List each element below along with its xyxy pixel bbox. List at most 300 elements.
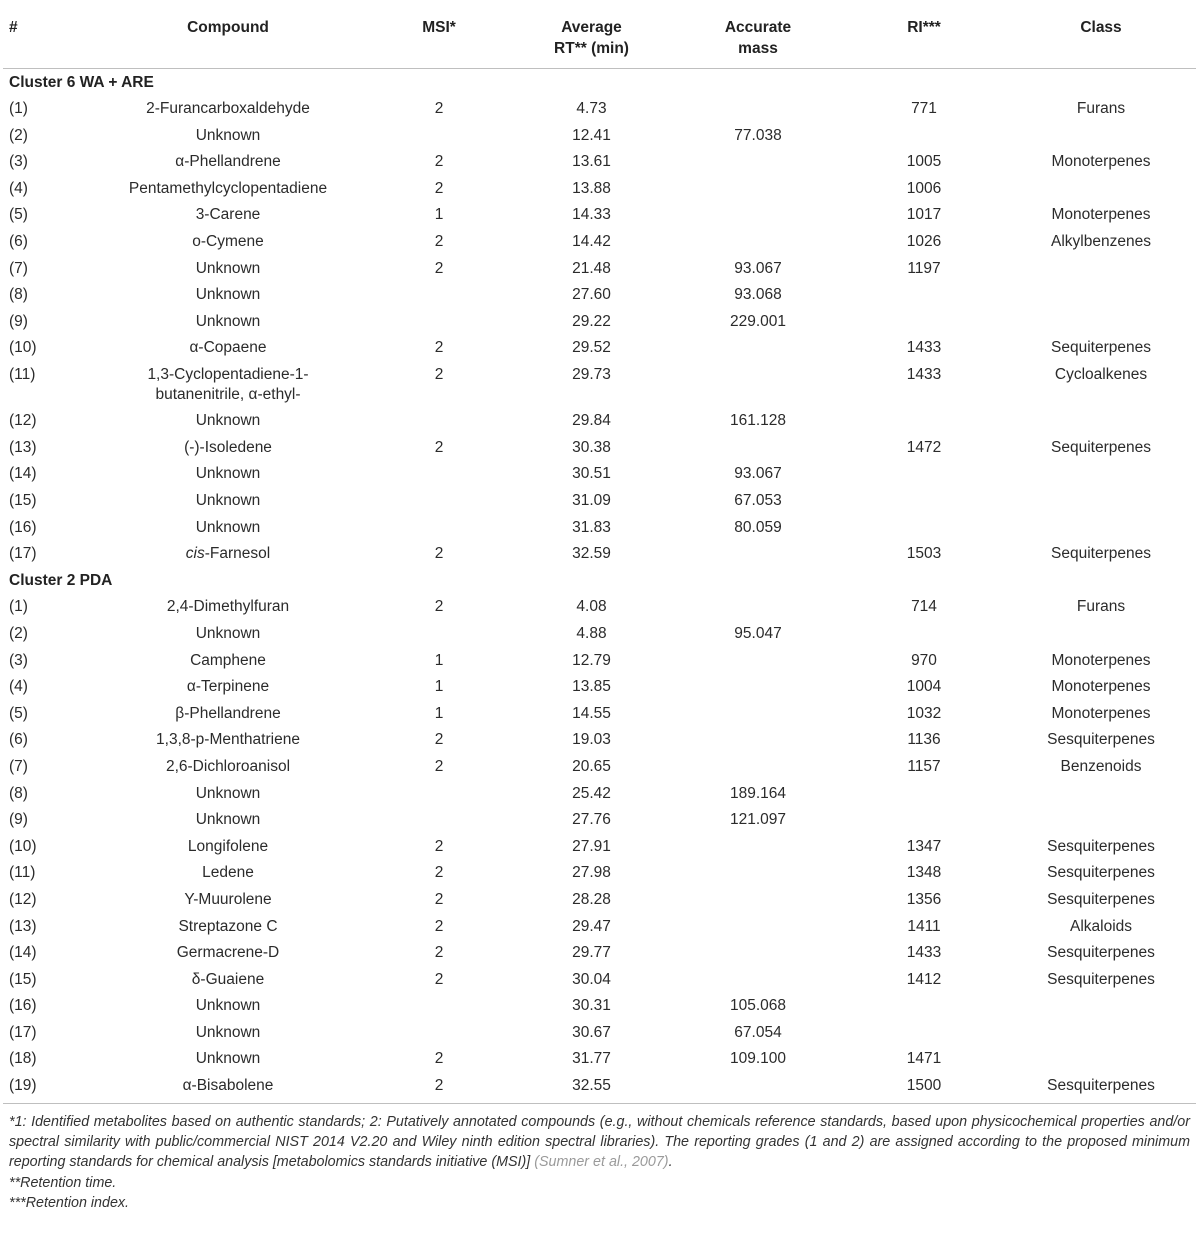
rt-value: 14.55	[572, 704, 611, 722]
header-ri: RI***	[842, 0, 1006, 69]
table-header	[3, 0, 1196, 69]
class-value	[1006, 993, 1196, 1020]
rt-value: 29.73	[572, 366, 611, 384]
row-id: (7)	[9, 259, 28, 277]
table-row	[3, 202, 1196, 229]
mass-value	[674, 833, 842, 860]
mass-value	[674, 362, 842, 408]
msi-value	[369, 308, 509, 335]
row-id: (9)	[9, 312, 28, 330]
mass-value	[674, 335, 842, 362]
class-value: Monoterpenes	[1051, 704, 1151, 722]
compound-name: 1,3-Cyclopentadiene-1-butanenitrile, α-ethyl-	[147, 366, 309, 403]
row-id: (12)	[9, 412, 37, 430]
class-value	[1006, 807, 1196, 834]
ri-value	[842, 461, 1006, 488]
mass-value	[674, 96, 842, 123]
msi-value: 2	[434, 438, 444, 456]
cluster-heading	[3, 69, 1196, 96]
msi-value: 2	[434, 970, 444, 988]
header-msi: MSI*	[369, 0, 509, 69]
table-row	[3, 362, 1196, 408]
row-id: (12)	[9, 890, 37, 908]
rt-value: 31.09	[572, 492, 611, 509]
class-value	[1006, 514, 1196, 541]
ri-value	[842, 282, 1006, 309]
table-row	[3, 1019, 1196, 1046]
header-rt: Average RT** (min)	[509, 0, 674, 69]
compound-name: Unknown	[195, 126, 261, 144]
mass-value	[674, 149, 842, 176]
mass-value: 77.038	[734, 126, 782, 144]
class-value	[1006, 780, 1196, 807]
row-id: (15)	[9, 492, 37, 509]
table-row	[3, 488, 1196, 515]
class-value: Sequiterpenes	[1051, 339, 1151, 357]
ri-value: 771	[911, 100, 937, 118]
msi-value: 2	[434, 757, 444, 775]
ri-value: 1411	[907, 917, 941, 935]
compound-name: Unknown	[195, 518, 261, 536]
table-row	[3, 940, 1196, 967]
class-value	[1006, 175, 1196, 202]
table-row	[3, 913, 1196, 940]
header-id: #	[3, 0, 87, 69]
ri-value	[842, 488, 1006, 515]
table-row	[3, 594, 1196, 621]
rt-value: 32.59	[572, 545, 611, 563]
ri-value	[842, 308, 1006, 335]
mass-value	[674, 1073, 842, 1103]
ri-value: 1500	[906, 1077, 942, 1095]
class-value	[1006, 408, 1196, 435]
ri-value	[842, 780, 1006, 807]
msi-value: 2	[434, 1077, 444, 1095]
rt-value: 32.55	[572, 1077, 611, 1095]
msi-value: 2	[434, 259, 444, 277]
compound-rest: -Farnesol	[204, 545, 271, 563]
class-value: Furans	[1076, 598, 1126, 616]
compound-name: 1,3,8-p-Menthatriene	[156, 731, 300, 749]
rt-value: 20.65	[572, 757, 611, 775]
mass-value	[674, 175, 842, 202]
mass-value	[674, 860, 842, 887]
row-id: (6)	[9, 233, 28, 251]
msi-value	[369, 488, 509, 515]
row-id: (3)	[9, 153, 28, 171]
mass-value: 109.100	[729, 1050, 787, 1068]
ri-value: 714	[911, 598, 937, 616]
mass-value	[674, 940, 842, 967]
table-row	[3, 308, 1196, 335]
row-id: (2)	[9, 624, 28, 642]
class-value: Sesquiterpenes	[1047, 864, 1155, 882]
mass-value: 93.068	[734, 286, 782, 304]
mass-value: 67.053	[734, 492, 782, 509]
compound-name: Unknown	[195, 624, 261, 642]
rt-value: 21.48	[572, 259, 611, 277]
row-id: (11)	[9, 864, 36, 882]
msi-value: 2	[434, 545, 444, 563]
table-row	[3, 461, 1196, 488]
table-row	[3, 335, 1196, 362]
class-value	[1006, 1019, 1196, 1046]
class-value: Alkaloids	[1069, 917, 1133, 935]
compound-name: 2-Furancarboxaldehyde	[146, 100, 310, 118]
msi-value: 2	[434, 890, 444, 908]
row-id: (10)	[9, 837, 37, 855]
msi-value: 1	[434, 206, 444, 224]
table-row	[3, 541, 1196, 568]
compound-name: 2,6-Dichloroanisol	[165, 757, 291, 775]
compound-name: Germacrene-D	[176, 944, 280, 962]
compound-name: δ-Guaiene	[191, 970, 265, 988]
row-id: (14)	[9, 465, 37, 483]
rt-value: 4.08	[576, 598, 607, 616]
mass-value: 161.128	[729, 412, 787, 430]
msi-value: 2	[434, 1050, 444, 1068]
compound-name: α-Bisabolene	[182, 1077, 274, 1095]
footnote-msi: *1: Identified metabolites based on authentic standards; 2: Putatively annotated compounds (e.g., without chemicals reference standards, based upon physicochemical properties and/or spectral similarity with public/commercial NIST 2014 V2.20 and Wiley ninth edition spectral libraries). The reporting grades (1 and 2) are assigned according to the proposed minimum reporting standards for chemical analysis [metabolomics standards initiative (MSI)] (Sumner et al., 2007).	[9, 1113, 1190, 1171]
compound-name: α-Copaene	[189, 339, 267, 357]
msi-value	[369, 514, 509, 541]
class-value	[1006, 1046, 1196, 1073]
class-value	[1006, 255, 1196, 282]
cluster-title: Cluster 2 PDA	[9, 571, 113, 589]
msi-value: 1	[434, 704, 444, 722]
ri-value: 1017	[906, 206, 942, 224]
cluster-title: Cluster 6 WA + ARE	[9, 73, 154, 91]
mass-value	[674, 647, 842, 674]
class-value: Monoterpenes	[1051, 678, 1151, 696]
row-id: (19)	[9, 1077, 37, 1095]
rt-value: 31.83	[572, 518, 611, 536]
rt-value: 13.85	[572, 678, 611, 696]
msi-value: 2	[434, 100, 444, 118]
msi-value	[369, 993, 509, 1020]
table-row	[3, 860, 1196, 887]
msi-value	[369, 461, 509, 488]
row-id: (13)	[9, 917, 37, 935]
table-row	[3, 149, 1196, 176]
rt-value: 31.77	[572, 1050, 611, 1068]
mass-value: 93.067	[734, 259, 782, 277]
compound-name: Unknown	[195, 286, 261, 304]
table-body	[3, 69, 1196, 1103]
row-id: (3)	[9, 651, 28, 669]
ri-value	[842, 514, 1006, 541]
header-class: Class	[1006, 0, 1196, 69]
row-id: (14)	[9, 944, 37, 962]
rt-value: 13.61	[572, 153, 611, 171]
compound-name: Unknown	[195, 1023, 261, 1041]
ri-value: 1197	[907, 259, 941, 277]
rt-value: 27.98	[572, 864, 611, 882]
class-value	[1006, 620, 1196, 647]
row-id: (10)	[9, 339, 37, 357]
table-row	[3, 434, 1196, 461]
mass-value	[674, 966, 842, 993]
footnote-rt: **Retention time.	[9, 1174, 117, 1191]
row-id: (7)	[9, 757, 28, 775]
citation-link[interactable]: (Sumner et al., 2007)	[534, 1154, 669, 1171]
cluster-heading	[3, 567, 1196, 594]
table-row	[3, 700, 1196, 727]
row-id: (9)	[9, 811, 28, 829]
compound-name: Streptazone C	[178, 917, 278, 935]
compound-name: Unknown	[195, 997, 261, 1015]
class-value: Sesquiterpenes	[1047, 890, 1155, 908]
row-id: (17)	[9, 545, 37, 563]
msi-value	[369, 620, 509, 647]
mass-value: 229.001	[729, 312, 787, 330]
msi-value	[369, 282, 509, 309]
mass-value: 95.047	[734, 624, 782, 642]
compound-name: 2,4-Dimethylfuran	[166, 598, 290, 616]
rt-value: 30.38	[572, 438, 611, 456]
mass-value	[674, 700, 842, 727]
ri-value	[842, 807, 1006, 834]
ri-value: 1471	[906, 1050, 942, 1068]
compound-table	[3, 0, 1196, 1103]
row-id: (8)	[9, 286, 28, 304]
mass-value	[674, 594, 842, 621]
msi-value	[369, 807, 509, 834]
msi-value: 2	[434, 179, 444, 197]
compound-name: Longifolene	[187, 837, 269, 855]
rt-value: 14.33	[572, 206, 611, 224]
mass-value	[674, 541, 842, 568]
class-value: Monoterpenes	[1051, 153, 1151, 171]
table-row	[3, 514, 1196, 541]
ri-value: 1356	[906, 890, 942, 908]
rt-value: 29.22	[572, 312, 611, 330]
compound-name: Unknown	[195, 492, 261, 509]
table-row	[3, 807, 1196, 834]
table-row	[3, 175, 1196, 202]
class-value: Sesquiterpenes	[1047, 837, 1155, 855]
class-value: Monoterpenes	[1051, 206, 1151, 224]
msi-value: 1	[434, 651, 444, 669]
mass-value: 105.068	[729, 997, 787, 1015]
ri-value: 1348	[906, 864, 942, 882]
row-id: (15)	[9, 970, 37, 988]
table-row	[3, 993, 1196, 1020]
compound-name: α-Terpinene	[186, 678, 270, 696]
mass-value: 80.059	[734, 518, 782, 536]
row-id: (16)	[9, 997, 37, 1015]
class-value: Sequiterpenes	[1051, 545, 1151, 563]
ri-value: 1472	[906, 438, 942, 456]
msi-value: 2	[434, 731, 444, 749]
rt-value: 25.42	[572, 784, 611, 802]
row-id: (8)	[9, 784, 28, 802]
compound-name: (-)-Isoledene	[184, 438, 272, 456]
compound-name: o-Cymene	[192, 233, 264, 251]
class-value	[1006, 122, 1196, 149]
rt-value: 29.52	[572, 339, 611, 357]
rt-value: 29.84	[572, 412, 611, 430]
compound-name: Unknown	[195, 1050, 261, 1068]
compound-name: Unknown	[195, 312, 261, 330]
table-row	[3, 753, 1196, 780]
table-row	[3, 255, 1196, 282]
class-value: Benzenoids	[1060, 757, 1142, 775]
table-row	[3, 282, 1196, 309]
ri-value: 1503	[906, 545, 942, 563]
ri-value: 1412	[906, 970, 942, 988]
ri-value: 1433	[906, 339, 942, 357]
class-value: Sesquiterpenes	[1047, 1077, 1155, 1095]
rt-value: 27.76	[572, 811, 611, 829]
msi-value	[369, 122, 509, 149]
msi-value: 2	[434, 837, 444, 855]
msi-value: 2	[434, 944, 444, 962]
compound-name	[87, 541, 369, 568]
table-row	[3, 122, 1196, 149]
compound-name: β-Phellandrene	[175, 704, 281, 722]
table-row	[3, 727, 1196, 754]
mass-value	[674, 434, 842, 461]
rt-value: 28.28	[572, 890, 611, 908]
rt-value: 30.31	[572, 997, 611, 1015]
table-row	[3, 1046, 1196, 1073]
rt-value: 4.73	[576, 100, 607, 118]
ri-value: 1347	[906, 837, 942, 855]
class-value: Sesquiterpenes	[1047, 944, 1155, 962]
table-row	[3, 647, 1196, 674]
table-row	[3, 1073, 1196, 1103]
rt-value: 29.77	[572, 944, 611, 962]
ri-value: 1157	[907, 757, 941, 775]
ri-value: 970	[911, 651, 937, 669]
mass-value	[674, 753, 842, 780]
header-mass: Accurate mass	[674, 0, 842, 69]
class-value: Monoterpenes	[1051, 651, 1151, 669]
compound-name: 3-Carene	[195, 206, 261, 224]
rt-value: 14.42	[572, 233, 611, 251]
mass-value	[674, 727, 842, 754]
table-row	[3, 620, 1196, 647]
class-value: Sequiterpenes	[1051, 438, 1151, 456]
row-id: (11)	[9, 366, 36, 384]
row-id: (2)	[9, 126, 28, 144]
table-row	[3, 833, 1196, 860]
mass-value	[674, 913, 842, 940]
rt-value: 12.79	[572, 651, 611, 669]
compound-name: Y-Muurolene	[184, 890, 272, 908]
compound-name: Unknown	[195, 784, 261, 802]
table-row	[3, 408, 1196, 435]
rt-value: 4.88	[576, 624, 607, 642]
class-value: Furans	[1076, 100, 1126, 118]
rt-value: 13.88	[572, 179, 611, 197]
ri-value: 1433	[906, 944, 942, 962]
row-id: (1)	[9, 598, 28, 616]
table-row	[3, 780, 1196, 807]
compound-name: α-Phellandrene	[175, 153, 281, 171]
compound-name: Unknown	[195, 412, 261, 430]
mass-value	[674, 674, 842, 701]
mass-value: 121.097	[729, 811, 787, 829]
ri-value: 1032	[906, 704, 942, 722]
compound-name: Pentamethylcyclopentadiene	[128, 179, 328, 197]
mass-value: 67.054	[734, 1023, 782, 1041]
table-row	[3, 966, 1196, 993]
class-value	[1006, 461, 1196, 488]
ri-value: 1433	[906, 366, 942, 384]
rt-value: 19.03	[572, 731, 611, 749]
msi-value: 2	[434, 366, 444, 384]
msi-value: 2	[434, 917, 444, 935]
table-row	[3, 674, 1196, 701]
mass-value: 189.164	[729, 784, 787, 802]
ri-value	[842, 1019, 1006, 1046]
row-id: (13)	[9, 438, 37, 456]
table-row	[3, 886, 1196, 913]
class-value	[1006, 308, 1196, 335]
msi-value	[369, 1019, 509, 1046]
msi-value	[369, 408, 509, 435]
msi-value: 2	[434, 233, 444, 251]
table-row	[3, 229, 1196, 256]
class-value: Alkylbenzenes	[1051, 233, 1151, 251]
ri-value	[842, 993, 1006, 1020]
msi-value: 1	[434, 678, 444, 696]
ri-value: 1006	[906, 179, 942, 197]
ri-value: 1026	[906, 233, 942, 251]
table-row	[3, 96, 1196, 123]
ri-value	[842, 620, 1006, 647]
ri-value: 1005	[906, 153, 942, 171]
msi-value: 2	[434, 598, 444, 616]
msi-value: 2	[434, 153, 444, 171]
row-id: (17)	[9, 1023, 37, 1041]
msi-value: 2	[434, 339, 444, 357]
msi-value: 2	[434, 864, 444, 882]
row-id: (16)	[9, 518, 37, 536]
row-id: (5)	[9, 704, 28, 722]
row-id: (1)	[9, 100, 28, 118]
row-id: (18)	[9, 1050, 37, 1068]
compound-name: Camphene	[190, 651, 266, 669]
header-compound: Compound	[87, 0, 369, 69]
msi-value	[369, 780, 509, 807]
row-id: (4)	[9, 678, 28, 696]
compound-name: Unknown	[195, 259, 261, 277]
rt-value: 30.67	[572, 1023, 611, 1041]
class-value: Sesquiterpenes	[1047, 970, 1155, 988]
rt-value: 12.41	[572, 126, 611, 144]
class-value	[1006, 282, 1196, 309]
mass-value	[674, 229, 842, 256]
rt-value: 30.04	[572, 970, 611, 988]
mass-value	[674, 886, 842, 913]
rt-value: 27.91	[572, 837, 611, 855]
class-value	[1006, 488, 1196, 515]
footnote-ri: ***Retention index.	[9, 1194, 130, 1211]
rt-value: 29.47	[572, 917, 611, 935]
rt-value: 27.60	[572, 286, 611, 304]
class-value: Sesquiterpenes	[1047, 731, 1155, 749]
ri-value	[842, 408, 1006, 435]
row-id: (6)	[9, 731, 28, 749]
compound-name: Ledene	[202, 864, 254, 882]
compound-name: Unknown	[195, 811, 261, 829]
ri-value: 1004	[906, 678, 942, 696]
rt-value: 30.51	[572, 465, 611, 483]
ri-value: 1136	[907, 731, 941, 749]
